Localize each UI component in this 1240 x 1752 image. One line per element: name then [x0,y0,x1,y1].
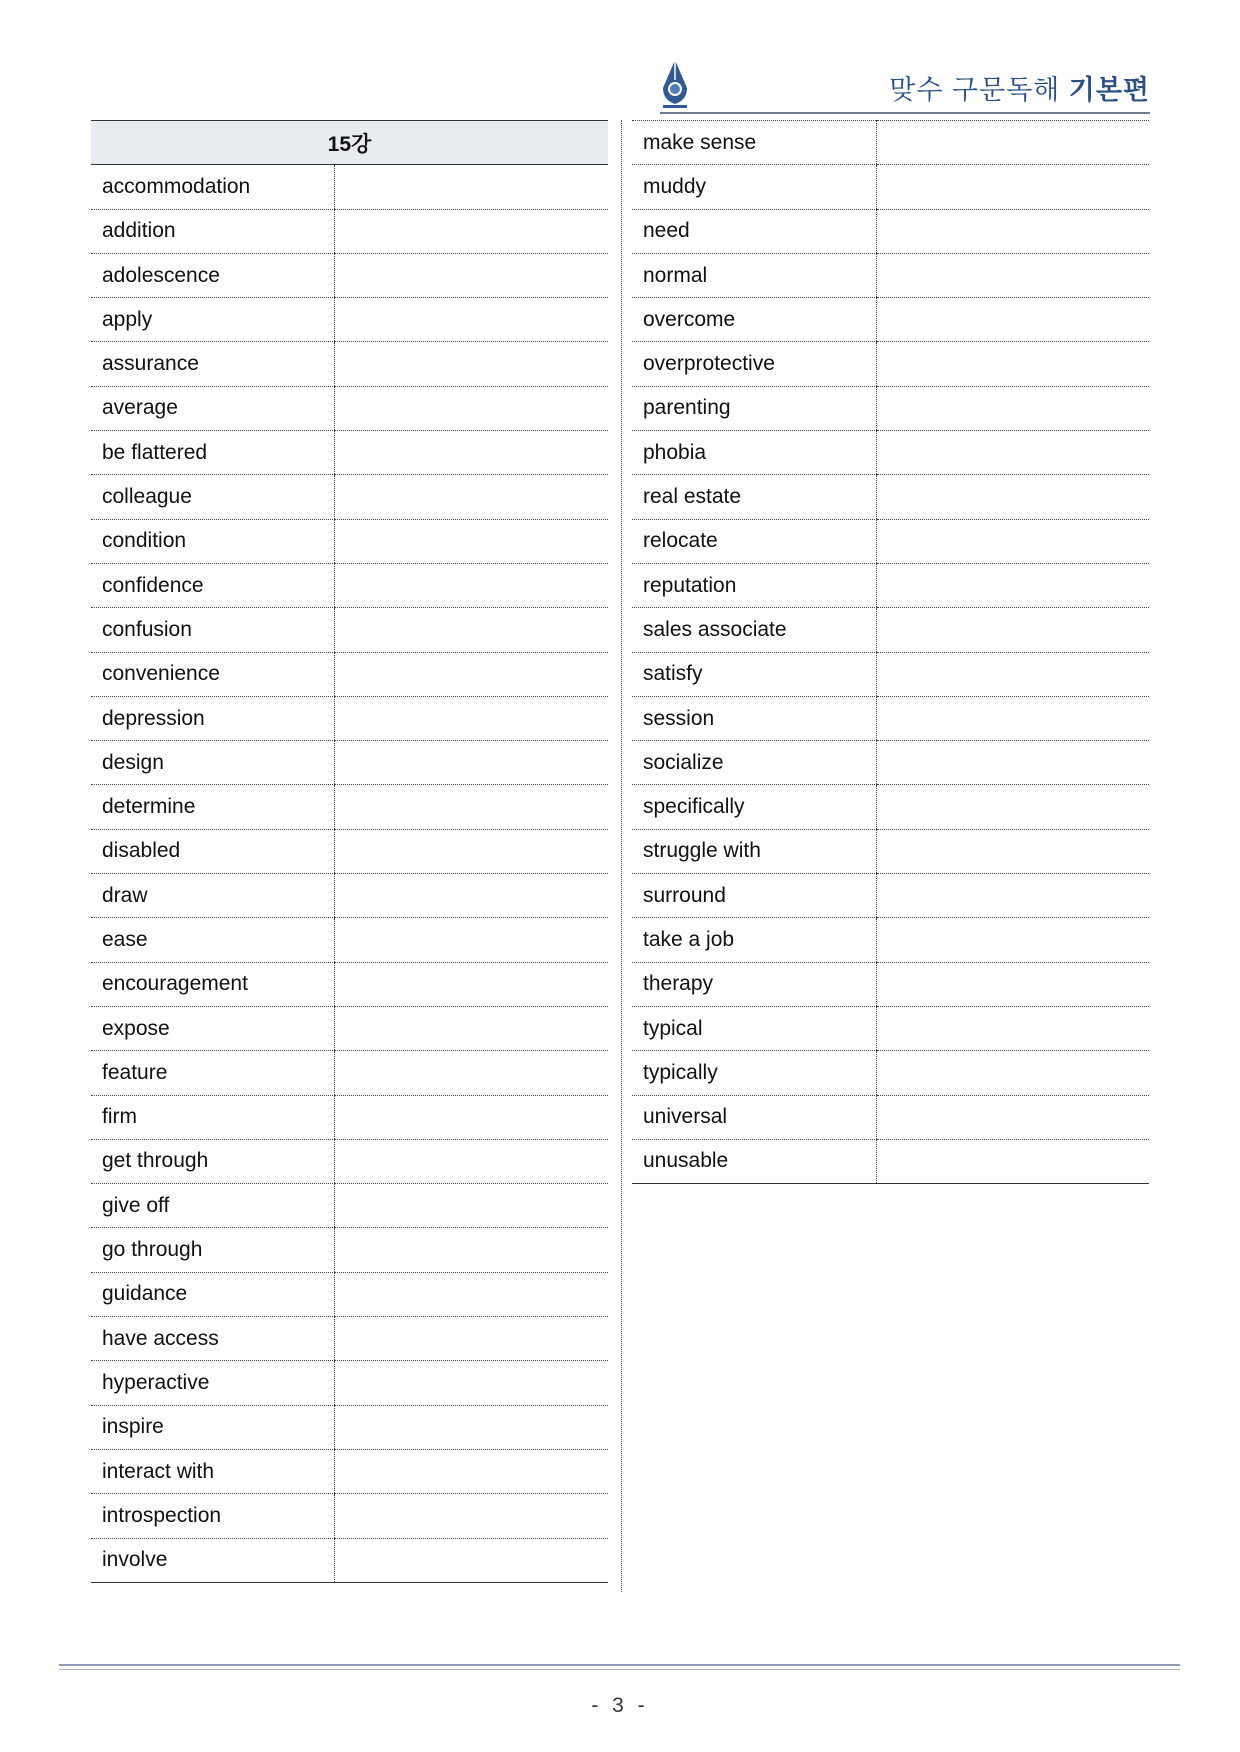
meaning-blank-cell[interactable] [334,475,608,519]
lesson-header-row [91,121,608,165]
meaning-blank-cell[interactable] [334,209,608,253]
vocab-word: therapy [632,962,876,1006]
meaning-blank-cell[interactable] [334,1405,608,1449]
meaning-blank-cell[interactable] [334,519,608,563]
meaning-blank-cell[interactable] [334,1051,608,1095]
meaning-blank-cell[interactable] [876,829,1149,873]
meaning-blank-cell[interactable] [876,209,1149,253]
vocab-row [91,1095,608,1139]
meaning-blank-cell[interactable] [334,696,608,740]
vocab-word: determine [91,785,334,829]
vocab-row [91,475,608,519]
meaning-blank-cell[interactable] [876,475,1149,519]
meaning-blank-cell[interactable] [876,696,1149,740]
vocab-row [632,785,1149,829]
vocab-word: universal [632,1095,876,1139]
meaning-blank-cell[interactable] [334,1361,608,1405]
vocab-row [632,519,1149,563]
vocab-word: need [632,209,876,253]
meaning-blank-cell[interactable] [876,1139,1149,1183]
vocab-word: unusable [632,1139,876,1183]
vocab-row [91,563,608,607]
vocab-word: interact with [91,1449,334,1493]
meaning-blank-cell[interactable] [334,1272,608,1316]
vocab-word: satisfy [632,652,876,696]
meaning-blank-cell[interactable] [334,1538,608,1582]
book-title-edition: 기본편 [1068,75,1150,105]
meaning-blank-cell[interactable] [334,741,608,785]
lesson-title: 15강 [91,121,608,165]
meaning-blank-cell[interactable] [876,741,1149,785]
vocab-row [91,962,608,1006]
meaning-blank-cell[interactable] [334,785,608,829]
vocab-word: real estate [632,475,876,519]
meaning-blank-cell[interactable] [334,165,608,209]
meaning-blank-cell[interactable] [876,298,1149,342]
column-divider [621,120,622,1592]
page-header [660,58,1150,114]
vocab-row [632,652,1149,696]
vocab-row [91,342,608,386]
vocab-word: phobia [632,431,876,475]
meaning-blank-cell[interactable] [876,386,1149,430]
vocab-word: surround [632,874,876,918]
vocab-row [632,829,1149,873]
vocab-word: overprotective [632,342,876,386]
meaning-blank-cell[interactable] [334,563,608,607]
vocab-word: average [91,386,334,430]
vocab-row [91,1051,608,1095]
vocab-word: disabled [91,829,334,873]
vocab-word: ease [91,918,334,962]
meaning-blank-cell[interactable] [334,253,608,297]
vocab-row [91,741,608,785]
vocab-row [91,1538,608,1582]
meaning-blank-cell[interactable] [876,563,1149,607]
meaning-blank-cell[interactable] [876,342,1149,386]
vocab-word: have access [91,1317,334,1361]
vocab-word: introspection [91,1494,334,1538]
footer-rule [59,1664,1180,1670]
vocab-row [91,1449,608,1493]
vocab-row [632,431,1149,475]
meaning-blank-cell[interactable] [876,1051,1149,1095]
vocab-row [91,1272,608,1316]
vocab-row [632,386,1149,430]
meaning-blank-cell[interactable] [334,1184,608,1228]
vocab-word: involve [91,1538,334,1582]
vocab-word: session [632,696,876,740]
meaning-blank-cell[interactable] [876,1006,1149,1050]
vocab-word: go through [91,1228,334,1272]
vocab-row [91,829,608,873]
vocab-word: be flattered [91,431,334,475]
vocab-row [632,874,1149,918]
vocab-row [632,563,1149,607]
book-title [889,68,1150,107]
vocab-word: struggle with [632,829,876,873]
book-title-main: 맞수 구문독해 [889,75,1061,105]
vocab-row [91,1494,608,1538]
vocab-word: accommodation [91,165,334,209]
vocab-row [632,1139,1149,1183]
vocab-row [91,1228,608,1272]
vocab-row [91,1184,608,1228]
vocab-row [91,253,608,297]
vocab-word: draw [91,874,334,918]
vocab-word: take a job [632,918,876,962]
vocab-row [91,608,608,652]
meaning-blank-cell[interactable] [876,608,1149,652]
vocab-row [91,652,608,696]
vocab-word: assurance [91,342,334,386]
vocab-word: inspire [91,1405,334,1449]
vocab-row [91,519,608,563]
meaning-blank-cell[interactable] [876,431,1149,475]
vocab-word: relocate [632,519,876,563]
meaning-blank-cell[interactable] [876,874,1149,918]
vocab-word: expose [91,1006,334,1050]
vocab-row [632,741,1149,785]
vocab-word: parenting [632,386,876,430]
meaning-blank-cell[interactable] [876,785,1149,829]
vocab-row [91,386,608,430]
vocab-row [632,342,1149,386]
vocab-word: muddy [632,165,876,209]
vocab-row [632,253,1149,297]
vocab-row [91,1317,608,1361]
meaning-blank-cell[interactable] [876,253,1149,297]
vocab-word: give off [91,1184,334,1228]
meaning-blank-cell[interactable] [334,608,608,652]
vocab-word: addition [91,209,334,253]
vocab-word: specifically [632,785,876,829]
vocab-row [632,1095,1149,1139]
meaning-blank-cell[interactable] [334,918,608,962]
vocab-row [91,209,608,253]
vocab-word: apply [91,298,334,342]
vocab-row [91,1006,608,1050]
vocab-word: get through [91,1139,334,1183]
vocab-word: convenience [91,652,334,696]
vocab-word: feature [91,1051,334,1095]
vocab-row [632,121,1149,165]
vocab-row [632,962,1149,1006]
vocab-word: depression [91,696,334,740]
meaning-blank-cell[interactable] [334,1449,608,1493]
vocab-row [91,165,608,209]
meaning-blank-cell[interactable] [334,1006,608,1050]
meaning-blank-cell[interactable] [334,1095,608,1139]
meaning-blank-cell[interactable] [334,962,608,1006]
meaning-blank-cell[interactable] [876,652,1149,696]
vocab-word: encouragement [91,962,334,1006]
vocab-word: typically [632,1051,876,1095]
vocab-row [91,1361,608,1405]
vocab-row [632,475,1149,519]
meaning-blank-cell[interactable] [334,1228,608,1272]
vocab-word: design [91,741,334,785]
vocab-word: hyperactive [91,1361,334,1405]
vocab-word: condition [91,519,334,563]
vocab-table-left [91,120,608,1583]
vocab-row [91,1405,608,1449]
meaning-blank-cell[interactable] [334,652,608,696]
vocab-row [632,1051,1149,1095]
vocab-row [91,1139,608,1183]
page-number: - 3 - [591,1694,649,1717]
vocab-word: guidance [91,1272,334,1316]
vocab-row [632,608,1149,652]
vocab-word: colleague [91,475,334,519]
vocab-word: confidence [91,563,334,607]
vocab-row [632,918,1149,962]
meaning-blank-cell[interactable] [334,342,608,386]
vocab-row [632,209,1149,253]
meaning-blank-cell[interactable] [876,962,1149,1006]
meaning-blank-cell[interactable] [876,519,1149,563]
meaning-blank-cell[interactable] [334,386,608,430]
vocab-row [91,785,608,829]
meaning-blank-cell[interactable] [334,431,608,475]
vocab-word: overcome [632,298,876,342]
vocab-row [91,696,608,740]
vocab-word: sales associate [632,608,876,652]
meaning-blank-cell[interactable] [876,121,1149,165]
vocab-row [91,298,608,342]
vocab-word: typical [632,1006,876,1050]
vocab-row [632,1006,1149,1050]
vocab-word: make sense [632,121,876,165]
vocab-word: adolescence [91,253,334,297]
meaning-blank-cell[interactable] [876,1095,1149,1139]
vocab-word: reputation [632,563,876,607]
meaning-blank-cell[interactable] [876,918,1149,962]
meaning-blank-cell[interactable] [876,165,1149,209]
meaning-blank-cell[interactable] [334,1317,608,1361]
vocab-row [632,696,1149,740]
vocab-row [91,918,608,962]
vocab-row [632,165,1149,209]
vocab-word: firm [91,1095,334,1139]
header-underline [660,112,1150,114]
vocab-word: socialize [632,741,876,785]
meaning-blank-cell[interactable] [334,1494,608,1538]
vocab-word: normal [632,253,876,297]
meaning-blank-cell[interactable] [334,298,608,342]
vocab-row [632,298,1149,342]
vocab-word: confusion [91,608,334,652]
vocab-row [91,874,608,918]
meaning-blank-cell[interactable] [334,829,608,873]
meaning-blank-cell[interactable] [334,1139,608,1183]
vocab-row [91,431,608,475]
meaning-blank-cell[interactable] [334,874,608,918]
pen-nib-globe-icon [660,58,690,110]
vocab-table-right [632,120,1149,1184]
